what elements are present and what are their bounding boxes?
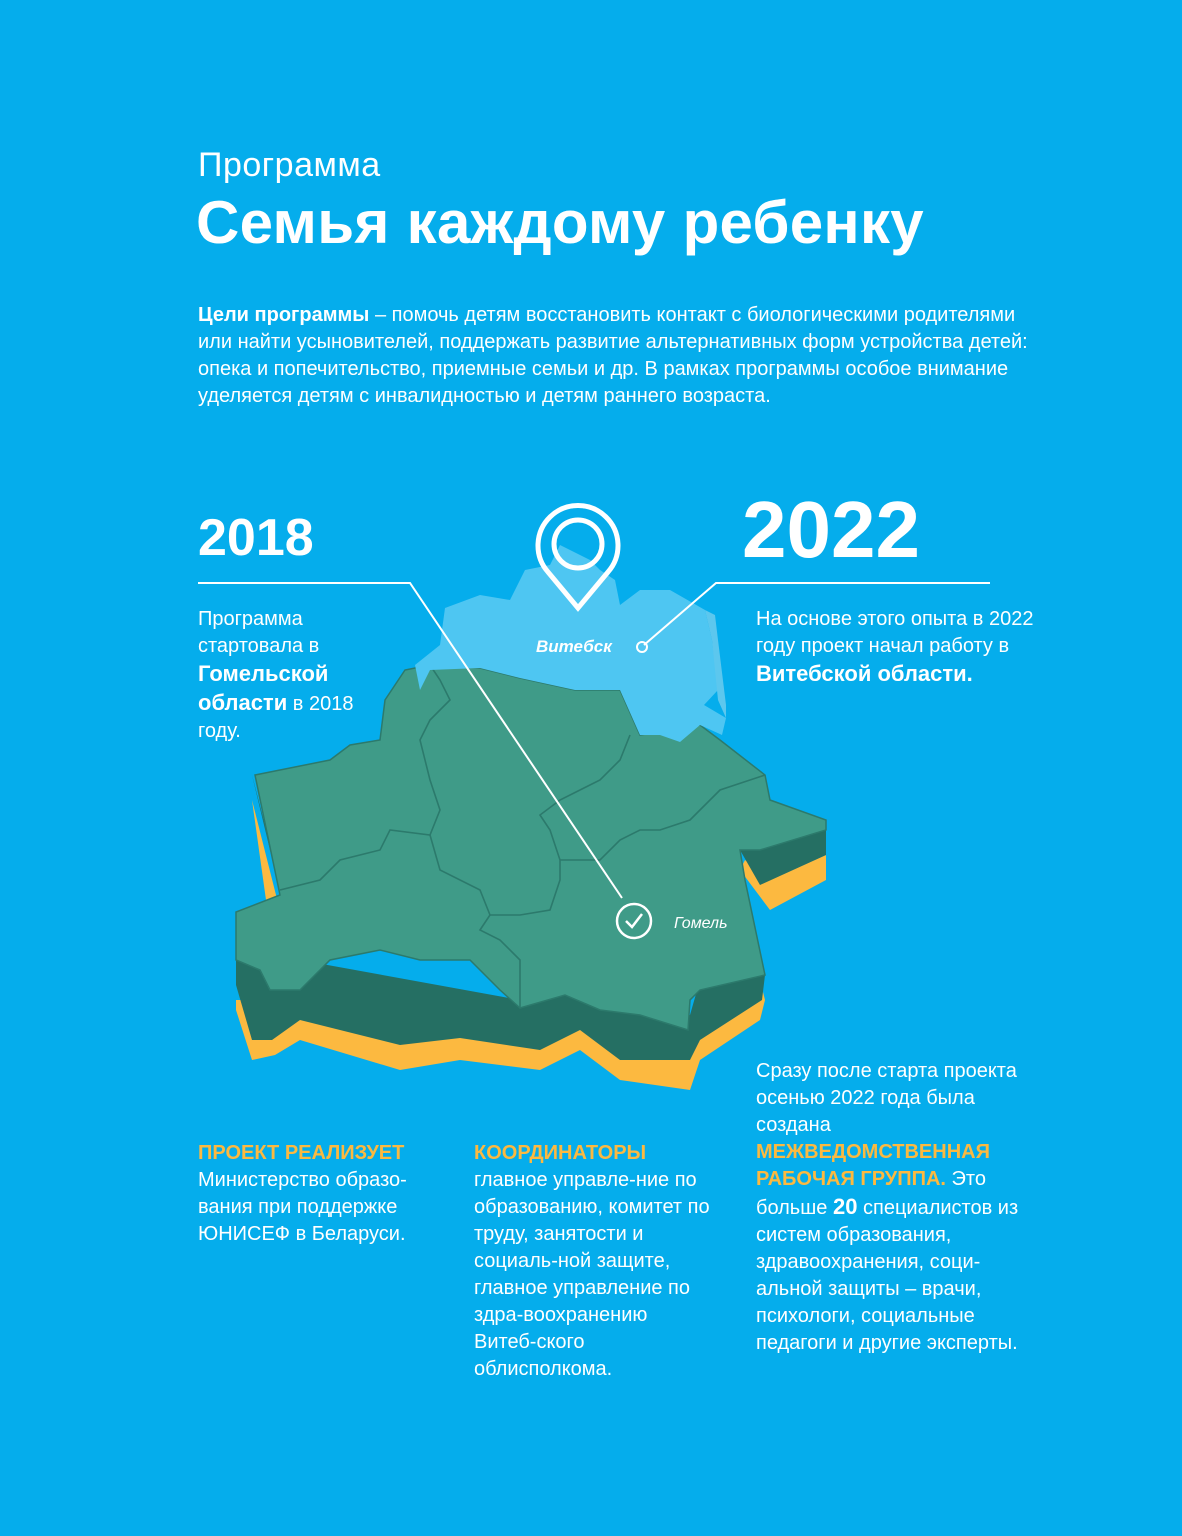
implementer-text: Министерство образо-вания при поддержке ЮНИСЕФ в Беларуси.: [198, 1169, 407, 1245]
end-note-text: На основе этого опыта в 2022 году проект начал работу в: [756, 608, 1034, 657]
working-group-pre: Сразу после старта проекта осенью 2022 года была создана: [756, 1060, 1017, 1136]
intro-paragraph: [198, 302, 1038, 410]
working-group-note: [756, 1058, 1036, 1357]
implementer-heading: ПРОЕКТ РЕАЛИЗУЕТ: [198, 1142, 405, 1164]
city-label-gomel: Гомель: [674, 915, 728, 932]
start-note: [198, 606, 398, 745]
working-group-number: 20: [832, 1194, 858, 1219]
page-title: Семья каждому ребенку: [196, 189, 924, 256]
coordinators-heading: КООРДИНАТОРЫ: [474, 1142, 647, 1164]
start-note-year: в 2018 году.: [198, 693, 354, 742]
coordinators-text: главное управле-ние по образованию, комитет по труду, занятости и социаль-ной защите, главное управление по здра-воохранению Витеб-ского облисполкома.: [474, 1169, 710, 1380]
end-note-region: Витебской области.: [756, 661, 973, 686]
start-note-text: Программа стартовала в: [198, 608, 320, 657]
start-note-region: Гомельской области: [198, 661, 329, 715]
working-group-post: специалистов из систем образования, здравоохранения, соци-альной защиты – врачи, психологи, социальные педагоги и другие эксперты.: [756, 1197, 1019, 1354]
implementer-column: [198, 1140, 448, 1248]
intro-lead: Цели программы: [198, 304, 370, 326]
year-start: 2018: [198, 509, 314, 567]
year-end: 2022: [742, 485, 920, 574]
city-label-vitebsk: Витебск: [536, 637, 612, 656]
working-group-mid: Это больше: [756, 1168, 986, 1219]
page-subtitle: Программа: [198, 146, 381, 184]
working-group-heading: МЕЖВЕДОМСТВЕННАЯ РАБОЧАЯ ГРУППА.: [756, 1141, 990, 1190]
intro-text: – помочь детям восстановить контакт с биологическими родителями или найти усыновителей, поддержать развитие альтернативных форм устройства детей: опека и попечительство, приемные семьи и др. В рамках программы особое внимание уделяется детям с инвалидностью и детям раннего возраста.: [198, 304, 1028, 407]
coordinators-column: [474, 1140, 714, 1383]
end-note: [756, 606, 1046, 689]
